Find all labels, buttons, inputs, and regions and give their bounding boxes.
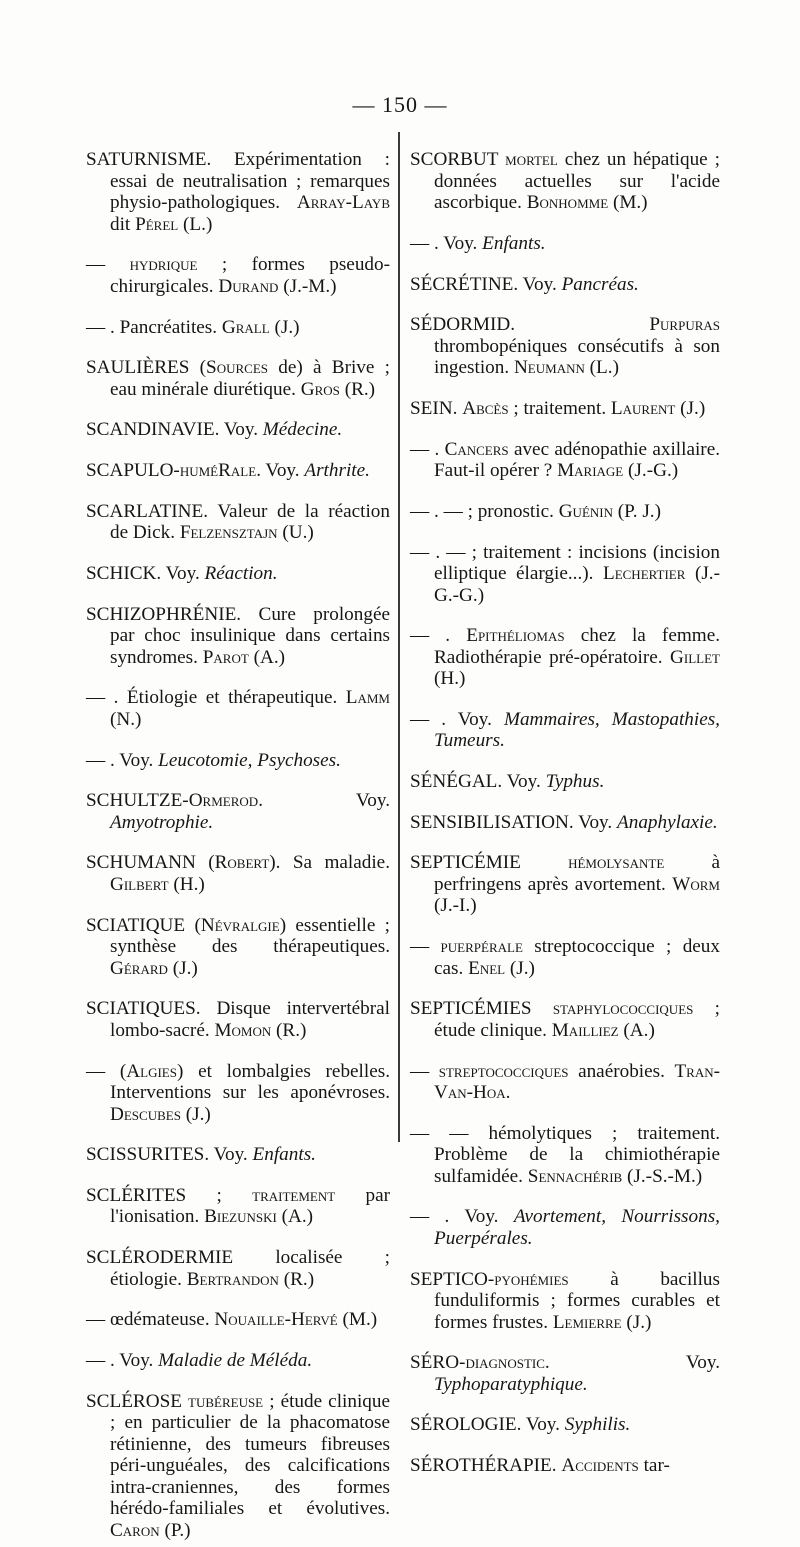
entry-text: SAULIÈRES ( <box>86 357 207 379</box>
entry-text: SENSIBILISATION. Voy. <box>410 811 617 833</box>
entry-text: par l'ionisation. <box>110 1184 391 1228</box>
index-entry <box>410 852 720 917</box>
small-caps-text: pyohémies <box>494 1268 569 1290</box>
index-entry <box>410 274 720 296</box>
entry-text: (A.) <box>618 1019 655 1041</box>
small-caps-text: Caron <box>110 1519 160 1541</box>
small-caps-text: Algies <box>126 1060 177 1082</box>
entry-text: (J.) <box>675 397 706 419</box>
entry-text: — . Voy. <box>410 232 483 254</box>
index-entry <box>410 625 720 690</box>
entry-text: SEPTICO- <box>410 1268 495 1290</box>
entry-text: ; formes pseudo-chirurgicales. <box>110 254 390 297</box>
index-entry <box>86 1185 390 1228</box>
entry-text: (J.-S.-M.) <box>622 1165 703 1187</box>
entry-text: (N.) <box>110 708 142 730</box>
entry-text: — ( <box>86 1060 127 1082</box>
small-caps-text: puerpérale <box>440 936 523 958</box>
index-entry <box>410 1123 720 1188</box>
entry-text: (H.) <box>434 668 466 690</box>
index-entry <box>86 460 390 482</box>
small-caps-text: staphylococciques <box>552 998 694 1020</box>
small-caps-text: Laurent <box>610 397 676 419</box>
entry-text: SCHUMANN ( <box>86 852 215 874</box>
entry-text: SCHIZOPHRÉNIE. Cure prolongée par choc insulinique dans certains syndromes. <box>86 603 390 668</box>
index-entry <box>410 1206 720 1249</box>
entry-text: SEPTICÉMIES <box>410 998 553 1020</box>
small-caps-text: Ormerod <box>188 790 259 812</box>
italic-reference: Amyotrophie. <box>110 811 214 833</box>
entry-text: SCORBUT <box>410 149 506 171</box>
italic-reference: Pancréas. <box>561 273 639 295</box>
entry-text: — — hémolytiques ; traitement. Problème de la chimiothérapie sulfamidée. <box>410 1122 720 1187</box>
italic-reference: Réaction. <box>204 563 278 584</box>
entry-text: (A.) <box>276 1206 314 1228</box>
small-caps-text: Guénin <box>558 500 613 522</box>
entry-text: SCHICK. Voy. <box>86 563 205 584</box>
entry-text: SCLÉRODERMIE localisée ; étiologie. <box>86 1247 390 1290</box>
small-caps-text: Tran-Van-Hoa <box>434 1060 720 1103</box>
small-caps-text: Worm <box>672 873 720 895</box>
entry-text: — . Pancréatites. <box>86 316 222 338</box>
index-entry <box>410 709 720 752</box>
entry-text: . Voy. <box>258 790 390 812</box>
entry-text: SEPTICÉMIE <box>410 852 569 874</box>
small-caps-text: diagnostic <box>465 1352 545 1374</box>
entry-text: SCIATIQUE ( <box>86 914 201 936</box>
entry-text: SCLÉRITES ; <box>86 1184 253 1206</box>
small-caps-text: Descubes <box>110 1103 181 1125</box>
entry-text: . Voy. <box>544 1352 720 1374</box>
entry-text: SCIATIQUES. Disque intervertébral lombo-sacré. <box>86 998 390 1041</box>
small-caps-text: Neumann <box>513 357 585 379</box>
page-number: — 150 — <box>352 92 448 117</box>
index-entry <box>86 149 390 235</box>
italic-reference: Mammaires, Mastopathies, Tumeurs. <box>434 708 720 752</box>
index-entry <box>410 1269 720 1334</box>
entry-text: . Voy. <box>256 460 305 482</box>
index-entry <box>410 398 720 420</box>
index-entry <box>410 439 720 482</box>
entry-text: (A.) <box>248 646 286 668</box>
entry-text: (L.) <box>584 357 619 379</box>
entry-text: — <box>410 1060 439 1082</box>
entry-text: ) essentielle ; synthèse des thérapeutiques. <box>110 914 390 958</box>
entry-text: SÉDORMID. <box>410 314 650 336</box>
entry-text: SÉNÉGAL. Voy. <box>410 771 546 793</box>
index-entry <box>410 1414 720 1436</box>
index-entry <box>410 1455 720 1477</box>
entry-text: (U.) <box>277 522 314 544</box>
small-caps-text: Parot <box>202 646 249 668</box>
entry-text: ). Sa maladie. <box>269 852 390 874</box>
entry-text: tar- <box>638 1455 670 1477</box>
entry-text: à bacillus funduliformis ; formes curables et formes frustes. <box>434 1268 720 1333</box>
small-caps-text: Mariage <box>557 460 624 482</box>
entry-text: SCISSURITES. Voy. <box>86 1144 253 1166</box>
index-entry <box>86 604 390 669</box>
entry-text: (M.) <box>608 192 648 214</box>
small-caps-text: Pérel <box>135 213 179 235</box>
small-caps-text: Biezunski <box>204 1206 277 1228</box>
entry-text: avec adénopathie axillaire. Faut-il opérer ? <box>434 438 721 482</box>
entry-text: (J.-I.) <box>434 895 477 917</box>
entry-text: — . Voy. <box>86 749 159 771</box>
italic-reference: Typhus. <box>545 771 605 793</box>
entry-text: — <box>86 254 130 276</box>
small-caps-text: Nouaille-Hervé <box>214 1309 338 1331</box>
index-entry <box>86 563 390 585</box>
index-entry <box>410 233 720 255</box>
small-caps-text: Purpuras <box>649 314 720 336</box>
entry-text: SÉCRÉTINE. Voy. <box>410 273 562 295</box>
small-caps-text: streptococciques <box>438 1060 569 1082</box>
entry-text: SCHULTZE- <box>86 790 189 812</box>
entry-text: (J.) <box>505 957 535 979</box>
entry-text: SCLÉROSE <box>86 1390 189 1412</box>
entry-text: de) à Brive ; eau minérale diurétique. <box>110 357 390 400</box>
small-caps-text: Névralgie <box>200 914 280 936</box>
column-divider <box>398 132 400 1142</box>
small-caps-text: Durand <box>218 275 279 297</box>
italic-reference: Leucotomie, Psychoses. <box>158 749 341 771</box>
small-caps-text: Robert <box>214 852 270 874</box>
small-caps-text: Sennachérib <box>527 1165 623 1187</box>
entry-text: SÉROLOGIE. Voy. <box>410 1414 565 1436</box>
index-entry <box>86 1391 390 1542</box>
small-caps-text: Bonhomme <box>526 192 609 214</box>
small-caps-text: Felzensztajn <box>179 522 278 544</box>
small-caps-text: Abcès <box>462 397 509 419</box>
small-caps-text: Gillet <box>670 646 720 668</box>
index-entry <box>86 1144 390 1166</box>
italic-reference: Typhoparatyphique. <box>434 1373 588 1395</box>
small-caps-text: hémolysante <box>568 852 665 874</box>
entry-text: ; étude clinique. <box>434 998 720 1041</box>
entry-text: thrombopéniques consécutifs à son ingestion. <box>434 335 720 379</box>
entry-text: (L.) <box>178 213 213 235</box>
entry-text: (J.) <box>621 1311 652 1333</box>
index-entry <box>86 1061 390 1126</box>
italic-reference: Avortement, Nourrissons, Puerpérales. <box>434 1206 720 1249</box>
entry-text: (M.) <box>337 1309 378 1331</box>
entry-text: SCANDINAVIE. Voy. <box>86 419 263 441</box>
italic-reference: Enfants. <box>252 1144 316 1166</box>
small-caps-text: Lechertier <box>602 563 686 584</box>
entry-text: SCAPULO- <box>86 460 180 482</box>
entry-text: chez un hépatique ; données actuelles sur l'acide ascorbique. <box>434 149 720 214</box>
index-entry <box>86 852 390 895</box>
index-entry <box>86 750 390 772</box>
entry-text: (J.) <box>167 957 198 979</box>
small-caps-text: Array-Layb <box>296 192 390 214</box>
entry-text: chez la femme. Radiothérapie pré-opératoire. <box>434 625 721 668</box>
index-entry <box>410 998 720 1041</box>
small-caps-text: Enel <box>468 957 506 979</box>
index-entry <box>86 419 390 441</box>
small-caps-text: Grall <box>221 316 270 338</box>
index-entry <box>86 357 390 400</box>
index-entry <box>410 812 720 834</box>
entry-text: — . <box>410 625 467 647</box>
small-caps-text: Lemierre <box>552 1311 622 1333</box>
italic-reference: Arthrite. <box>304 460 370 482</box>
entry-text: — . — ; traitement : incisions (incision elliptique élargie...). <box>410 541 720 584</box>
entry-text: — . <box>410 438 445 460</box>
entry-text: — <box>410 936 441 958</box>
entry-text: ; étude clinique ; en particulier de la phacomatose rétinienne, des tumeurs fibreuses péri-unguéales, des calcifications intra-craniennes, des formes hérédo-familiales et évolutives. <box>110 1390 390 1520</box>
entry-text: dit <box>110 213 136 235</box>
small-caps-text: Accidents <box>561 1455 639 1477</box>
entry-text: (J.-G.-G.) <box>434 563 720 606</box>
entry-text: (P. J.) <box>613 500 661 522</box>
entry-text: — . Voy. <box>86 1349 159 1371</box>
small-caps-text: Gilbert <box>110 873 169 895</box>
index-entry <box>86 790 390 833</box>
small-caps-text: Gros <box>300 378 340 400</box>
index-entry <box>410 771 720 793</box>
entry-text: (J.) <box>269 316 300 338</box>
small-caps-text: huméRale <box>179 460 257 482</box>
index-entry <box>410 542 720 607</box>
index-entry <box>86 501 390 544</box>
index-entry <box>410 501 720 523</box>
italic-reference: Syphilis. <box>564 1414 631 1436</box>
small-caps-text: hydrique <box>129 254 198 276</box>
entry-text: — . Voy. <box>410 708 504 730</box>
entry-text: — œdémateuse. <box>86 1309 215 1331</box>
index-column-right <box>410 130 720 1482</box>
entry-text: — . Étiologie et thérapeutique. <box>86 687 346 709</box>
index-entry <box>410 1061 720 1104</box>
index-entry <box>86 254 390 297</box>
entry-text: . <box>505 1082 511 1103</box>
entry-text: (P.) <box>159 1519 191 1541</box>
small-caps-text: Momon <box>214 1019 272 1041</box>
index-column-left <box>86 130 390 1547</box>
entry-text: ; traitement. <box>508 397 611 419</box>
italic-reference: Anaphylaxie. <box>617 811 718 833</box>
small-caps-text: traitement <box>252 1184 336 1206</box>
small-caps-text: Cancers <box>444 438 509 460</box>
entry-text: — . — ; pronostic. <box>410 500 559 522</box>
entry-text: SCARLATINE. Valeur de la réaction de Dick. <box>86 500 390 544</box>
entry-text: (R.) <box>339 378 376 400</box>
entry-text: (J.-G.) <box>623 460 679 482</box>
index-entry <box>86 1309 390 1331</box>
entry-text: streptococcique ; deux cas. <box>434 936 720 979</box>
italic-reference: Enfants. <box>482 232 546 254</box>
entry-text: SÉROTHÉRAPIE. <box>410 1455 562 1477</box>
index-entry <box>86 915 390 980</box>
small-caps-text: Epithéliomas <box>466 625 565 647</box>
entry-text: (R.) <box>278 1268 315 1290</box>
index-entry <box>86 1247 390 1290</box>
index-entry <box>410 1352 720 1395</box>
index-entry <box>86 687 390 730</box>
entry-text: (J.) <box>180 1103 211 1125</box>
entry-text: (H.) <box>168 873 205 895</box>
small-caps-text: Bertrandon <box>186 1268 279 1290</box>
small-caps-text: mortel <box>505 149 558 171</box>
small-caps-text: Lamm <box>345 687 390 709</box>
entry-text: ) et lombalgies rebelles. Interventions sur les aponévroses. <box>110 1060 390 1103</box>
index-entry <box>86 998 390 1041</box>
entry-text: anaérobies. <box>568 1060 675 1082</box>
entry-text: SEIN. <box>410 397 463 419</box>
small-caps-text: Sources <box>206 357 269 379</box>
index-entry <box>410 936 720 979</box>
index-entry <box>410 149 720 214</box>
italic-reference: Médecine. <box>262 419 343 441</box>
italic-reference: Maladie de Méléda. <box>158 1349 313 1371</box>
entry-text: SÉRO- <box>410 1352 466 1374</box>
entry-text: SATURNISME. Expérimentation : essai de neutralisation ; remarques physio-pathologiques. <box>86 149 390 214</box>
index-entry <box>410 314 720 379</box>
entry-text: à perfringens après avortement. <box>434 852 720 895</box>
entry-text: (J.-M.) <box>278 275 337 297</box>
small-caps-text: Mailliez <box>551 1019 619 1041</box>
entry-text: — . Voy. <box>410 1206 514 1228</box>
small-caps-text: Gérard <box>110 957 168 979</box>
small-caps-text: tubéreuse <box>188 1390 264 1412</box>
index-entry <box>86 1350 390 1372</box>
entry-text: (R.) <box>271 1019 307 1041</box>
index-entry <box>86 317 390 339</box>
